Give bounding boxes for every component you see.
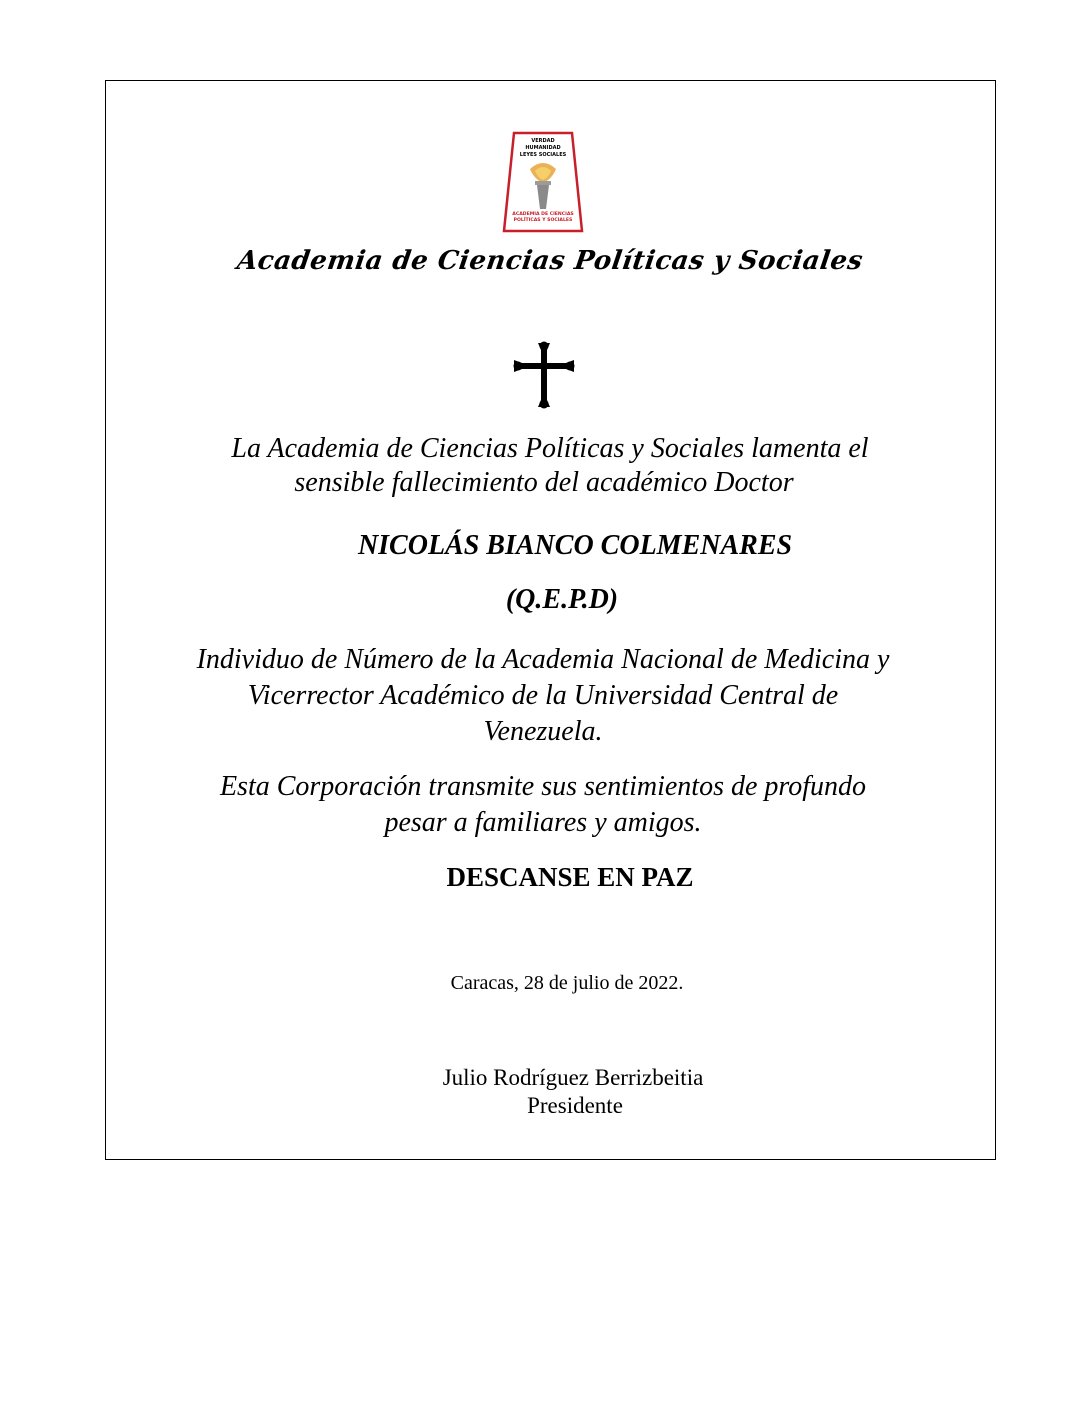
deceased-name: NICOLÁS BIANCO COLMENARES (357, 530, 793, 561)
cross-icon (512, 340, 576, 410)
academy-logo (502, 131, 584, 233)
qepd-label: (Q.E.P.D) (505, 584, 619, 615)
role-line-3: Venezuela. (483, 716, 603, 747)
logo-top-line-2: HUMANIDAD (525, 145, 561, 151)
logo-bottom-line-2: POLÍTICAS Y SOCIALES (513, 218, 573, 223)
logo-top-line-3: LEYES SOCIALES (519, 152, 567, 158)
role-line-1: Individuo de Número de la Academia Nacional de Medicina y (196, 644, 890, 675)
date-line: Caracas, 28 de julio de 2022. (450, 972, 684, 994)
signatory-title: Presidente (527, 1093, 623, 1118)
condolence-line-2: pesar a familiares y amigos. (384, 807, 702, 838)
organization-title: Academia de Ciencias Políticas y Sociales (235, 246, 865, 276)
logo-top-line-1: VERDAD (531, 138, 555, 144)
intro-line-1: La Academia de Ciencias Políticas y Sociales lamenta el (231, 433, 869, 464)
logo-bottom-line-1: ACADEMIA DE CIENCIAS (512, 212, 574, 217)
rest-in-peace: DESCANSE EN PAZ (446, 862, 694, 892)
intro-line-2: sensible fallecimiento del académico Doctor (294, 467, 794, 498)
document-border (105, 80, 996, 1160)
role-line-2: Vicerrector Académico de la Universidad Central de (247, 680, 839, 711)
signatory-name: Julio Rodríguez Berrizbeitia (442, 1065, 704, 1090)
condolence-line-1: Esta Corporación transmite sus sentimientos de profundo (219, 771, 867, 802)
